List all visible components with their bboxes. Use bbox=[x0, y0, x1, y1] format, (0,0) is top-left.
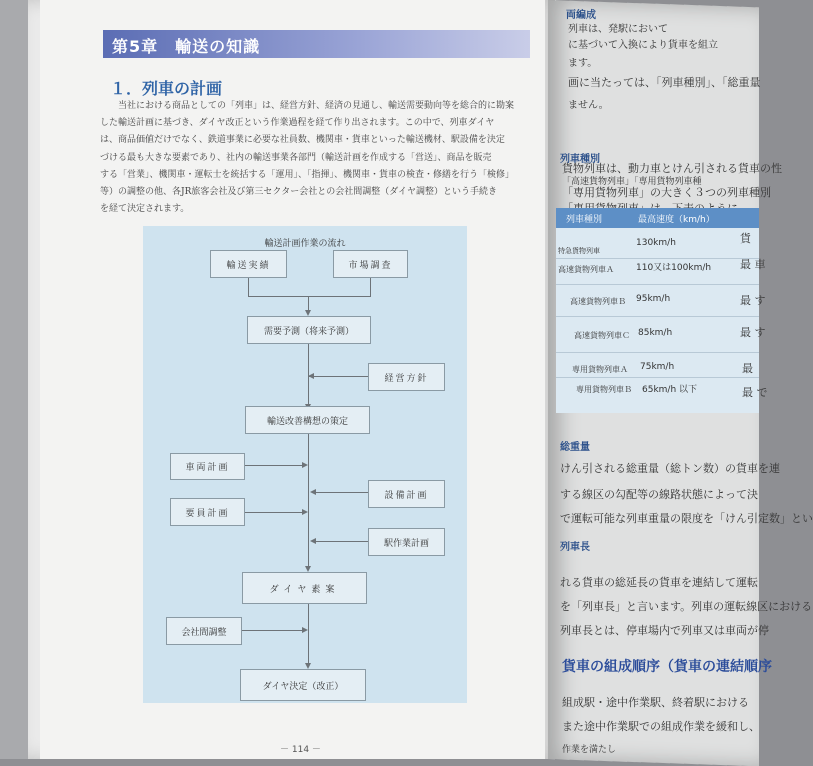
table-cell-note: 貨 bbox=[740, 232, 751, 245]
box-management-policy: 経営方針 bbox=[368, 363, 445, 391]
rp-section-car-order: 貨車の組成順序（貨車の連結順序 bbox=[562, 659, 772, 675]
arrow-right bbox=[302, 627, 308, 633]
box-market-survey: 市場調査 bbox=[333, 250, 408, 278]
rp-line: 「高速貨物列車」「専用貨物列車種 bbox=[562, 177, 702, 187]
table-cell-speed: 75km/h bbox=[640, 362, 675, 372]
paragraph-line: を経て決定されます。 bbox=[100, 204, 190, 215]
rp-line: 画に当たっては、「列車種別」、「総重量 bbox=[568, 76, 761, 89]
box-transport-results: 輸送実績 bbox=[210, 250, 287, 278]
rp-line: する線区の勾配等の線路状態によって決 bbox=[560, 488, 758, 501]
rp-line: に基づいて入換により貨車を組立 bbox=[568, 40, 718, 51]
table-cell-type: 専用貨物列車Ａ bbox=[572, 365, 628, 374]
paragraph-line: づける最も大きな要素であり、社内の輸送事業各部門（輸送計画を作成する「営送」、商品を販売 bbox=[100, 152, 492, 163]
table-cell-note: 最 す bbox=[740, 326, 766, 339]
rp-line: れる貨車の総延長の貨車を連結して運転 bbox=[560, 576, 758, 589]
table-cell-type: 高速貨物列車Ｂ bbox=[570, 297, 626, 306]
flow-connector bbox=[308, 604, 309, 664]
box-staff-plan: 要員計画 bbox=[170, 498, 245, 526]
rp-section-train-length: 列車長 bbox=[560, 542, 590, 553]
rp-line: また途中作業駅での組成作業を緩和し、 bbox=[562, 720, 760, 733]
flow-connector bbox=[245, 512, 302, 513]
arrow-right bbox=[302, 509, 308, 515]
table-cell-type: 専用貨物列車Ｂ bbox=[576, 385, 632, 394]
rp-line: ません。 bbox=[568, 100, 609, 111]
table-cell-speed: 65km/h 以下 bbox=[642, 385, 698, 395]
flow-connector bbox=[370, 278, 371, 296]
arrow-left bbox=[310, 538, 316, 544]
table-cell-type: 高速貨物列車Ａ bbox=[558, 265, 614, 274]
table-header-speed: 最高速度（km/h） bbox=[638, 215, 715, 225]
table-divider bbox=[556, 377, 759, 378]
section-title: １．列車の計画 bbox=[110, 79, 223, 98]
rp-line: ます。 bbox=[568, 58, 598, 69]
rp-line: 組成駅・途中作業駅、終着駅における bbox=[562, 696, 749, 709]
table-cell-speed: 110又は100km/h bbox=[636, 263, 712, 273]
table-cell-note: 最 bbox=[742, 362, 753, 375]
table-cell-type: 高速貨物列車Ｃ bbox=[574, 331, 630, 340]
table-cell-speed: 130km/h bbox=[636, 238, 676, 248]
box-timetable-draft: ダイヤ素案 bbox=[242, 572, 367, 604]
flow-connector bbox=[245, 465, 302, 466]
flow-connector bbox=[316, 492, 368, 493]
paragraph-line: 当社における商品としての「列車」は、経営方針、経済の見通し、輸送需要動向等を総合的に勘案 bbox=[118, 101, 515, 111]
arrow-left bbox=[308, 373, 314, 379]
table-cell-speed: 85km/h bbox=[638, 328, 673, 338]
arrow-left bbox=[310, 489, 316, 495]
arrow-right bbox=[302, 462, 308, 468]
rp-section-train-type: 列車種別 bbox=[560, 154, 600, 165]
flow-connector bbox=[308, 376, 368, 377]
table-cell-note: 最 車 bbox=[740, 258, 766, 271]
table-divider bbox=[556, 352, 759, 353]
rp-heading: 両編成 bbox=[566, 10, 596, 21]
rp-line: 列車は、発駅において bbox=[568, 24, 668, 35]
rp-line: を「列車長」と言います。列車の運転線区における bbox=[560, 600, 813, 613]
flow-connector bbox=[248, 278, 249, 296]
rp-line: 貨物列車は、動力車とけん引される貨車の性 bbox=[562, 162, 782, 175]
page-number: － 114 － bbox=[280, 745, 321, 755]
flow-connector bbox=[308, 434, 309, 568]
rp-line: 列車長とは、停車場内で列車又は車両が停 bbox=[560, 624, 769, 637]
table-divider bbox=[556, 258, 759, 259]
box-improvement-policy: 輸送改善構想の策定 bbox=[245, 406, 370, 434]
box-vehicle-plan: 車両計画 bbox=[170, 453, 245, 480]
flow-connector bbox=[308, 296, 309, 310]
paragraph-line: 等）の調整の他、各JR旅客会社及び第三セクター会社との会社間調整（ダイヤ調整）という手続き bbox=[100, 187, 498, 198]
table-cell-type: 特急貨物列車 bbox=[558, 247, 600, 255]
paragraph-line: する「営業」、機関車・運転士を統括する「運用」、「指揮」、機関車・貨車の検査・修繕を行う「検修」 bbox=[100, 169, 515, 180]
table-cell-speed: 95km/h bbox=[636, 294, 671, 304]
box-inter-company: 会社間調整 bbox=[166, 617, 242, 645]
flowchart-title: 輸送計画作業の流れ bbox=[264, 239, 346, 249]
table-cell-note: 最 す bbox=[740, 294, 766, 307]
intro-paragraph bbox=[100, 98, 538, 218]
flow-connector bbox=[242, 630, 302, 631]
paragraph-line: した輸送計画に基づき、ダイヤ改正という作業過程を経て作り出されます。この中で、列車ダイヤ bbox=[100, 118, 495, 129]
rp-line: 「専用貨物列車」の大きく３つの列車種別 bbox=[562, 186, 771, 199]
rp-line: けん引される総重量（総トン数）の貨車を連 bbox=[560, 462, 780, 475]
rp-section-total-weight: 総重量 bbox=[560, 442, 590, 453]
paragraph-line: は、商品価値だけでなく、鉄道事業に必要な社員数、機関車・貨車といった輸送機材、駅設備を決定 bbox=[100, 135, 505, 146]
box-demand-forecast: 需要予測（将来予測） bbox=[247, 316, 371, 344]
table-divider bbox=[556, 284, 759, 285]
table-header-type: 列車種別 bbox=[566, 215, 603, 225]
chapter-title: 第5章 輸送の知識 bbox=[112, 37, 261, 56]
box-timetable-final: ダイヤ決定（改正） bbox=[240, 669, 366, 701]
rp-line: 作業を満たし bbox=[562, 745, 617, 755]
box-station-plan: 駅作業計画 bbox=[368, 528, 445, 556]
flow-connector bbox=[316, 541, 368, 542]
table-cell-note: 最 で bbox=[742, 386, 768, 399]
rp-line: で運転可能な列車重量の限度を「けん引定数」とい bbox=[560, 512, 813, 525]
box-facility-plan: 設備計画 bbox=[368, 480, 445, 508]
table-divider bbox=[556, 316, 759, 317]
table-surface bbox=[0, 0, 30, 759]
flow-connector bbox=[248, 296, 371, 297]
